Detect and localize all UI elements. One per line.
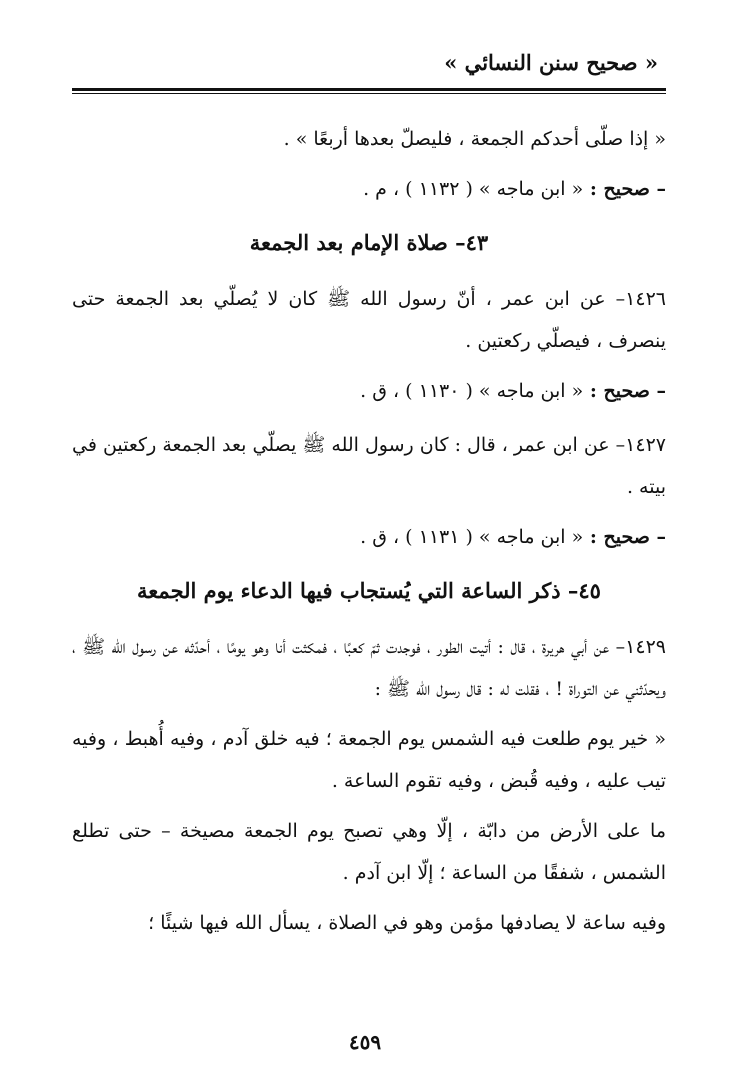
grading-line [72,516,666,558]
grading-line [72,168,666,210]
running-header: « صحيح سنن النسائي » [444,50,658,75]
grading-label: – صحيح : [589,526,666,548]
hadith-text: « إذا صلّى أحدكم الجمعة ، فليصلّ بعدها أربعًا » . [283,128,666,150]
hadith-text: ١٤٢٦– عن ابن عمر ، أنّ رسول الله ﷺ كان لا يُصلّي بعد الجمعة حتى ينصرف ، فيصلّي ركعتين . [72,288,666,352]
page-content [72,118,666,944]
hadith-text: « خير يوم طلعت فيه الشمس يوم الجمعة ؛ فيه خلق آدم ، وفيه أُهبط ، وفيه تيب عليه ، وفيه قُبض ، وفيه تقوم الساعة . [72,728,666,792]
grading-line [72,370,666,412]
chapter-heading: ٤٣– صلاة الإمام بعد الجمعة [249,230,489,255]
hadith-text: ما على الأرض من دابّة ، إلّا وهي تصبح يوم الجمعة مصيخة – حتى تطلع الشمس ، شفقًا من الساعة ؛ إلّا ابن آدم . [72,820,666,884]
page-number: ٤٥٩ [348,1030,382,1054]
grading-source: « ابن ماجه » ( ١١٣٠ ) ، ق . [360,380,584,402]
grading-label: – صحيح : [589,380,666,402]
grading-label: – صحيح : [589,178,666,200]
hadith-text: ١٤٢٩– عن أبي هريرة ، قال : أتيت الطور ، فوجدت ثمّ كعبًا ، فمكثت أنا وهو يومًا ، أحدّثه عن رسول الله ﷺ ، ويحدّثني عن التوراة ! ، فقلت له : قال رسول الله ﷺ : [72,636,666,700]
hadith-text: ١٤٢٧– عن ابن عمر ، قال : كان رسول الله ﷺ يصلّي بعد الجمعة ركعتين في بيته . [72,434,666,498]
header-rule [72,88,666,94]
grading-source: « ابن ماجه » ( ١١٣٢ ) ، م . [363,178,584,200]
chapter-heading: ٤٥– ذكر الساعة التي يُستجاب فيها الدعاء يوم الجمعة [137,578,601,603]
hadith-text: وفيه ساعة لا يصادفها مؤمن وهو في الصلاة ، يسأل الله فيها شيئًا ؛ [148,912,666,934]
grading-source: « ابن ماجه » ( ١١٣١ ) ، ق . [360,526,584,548]
